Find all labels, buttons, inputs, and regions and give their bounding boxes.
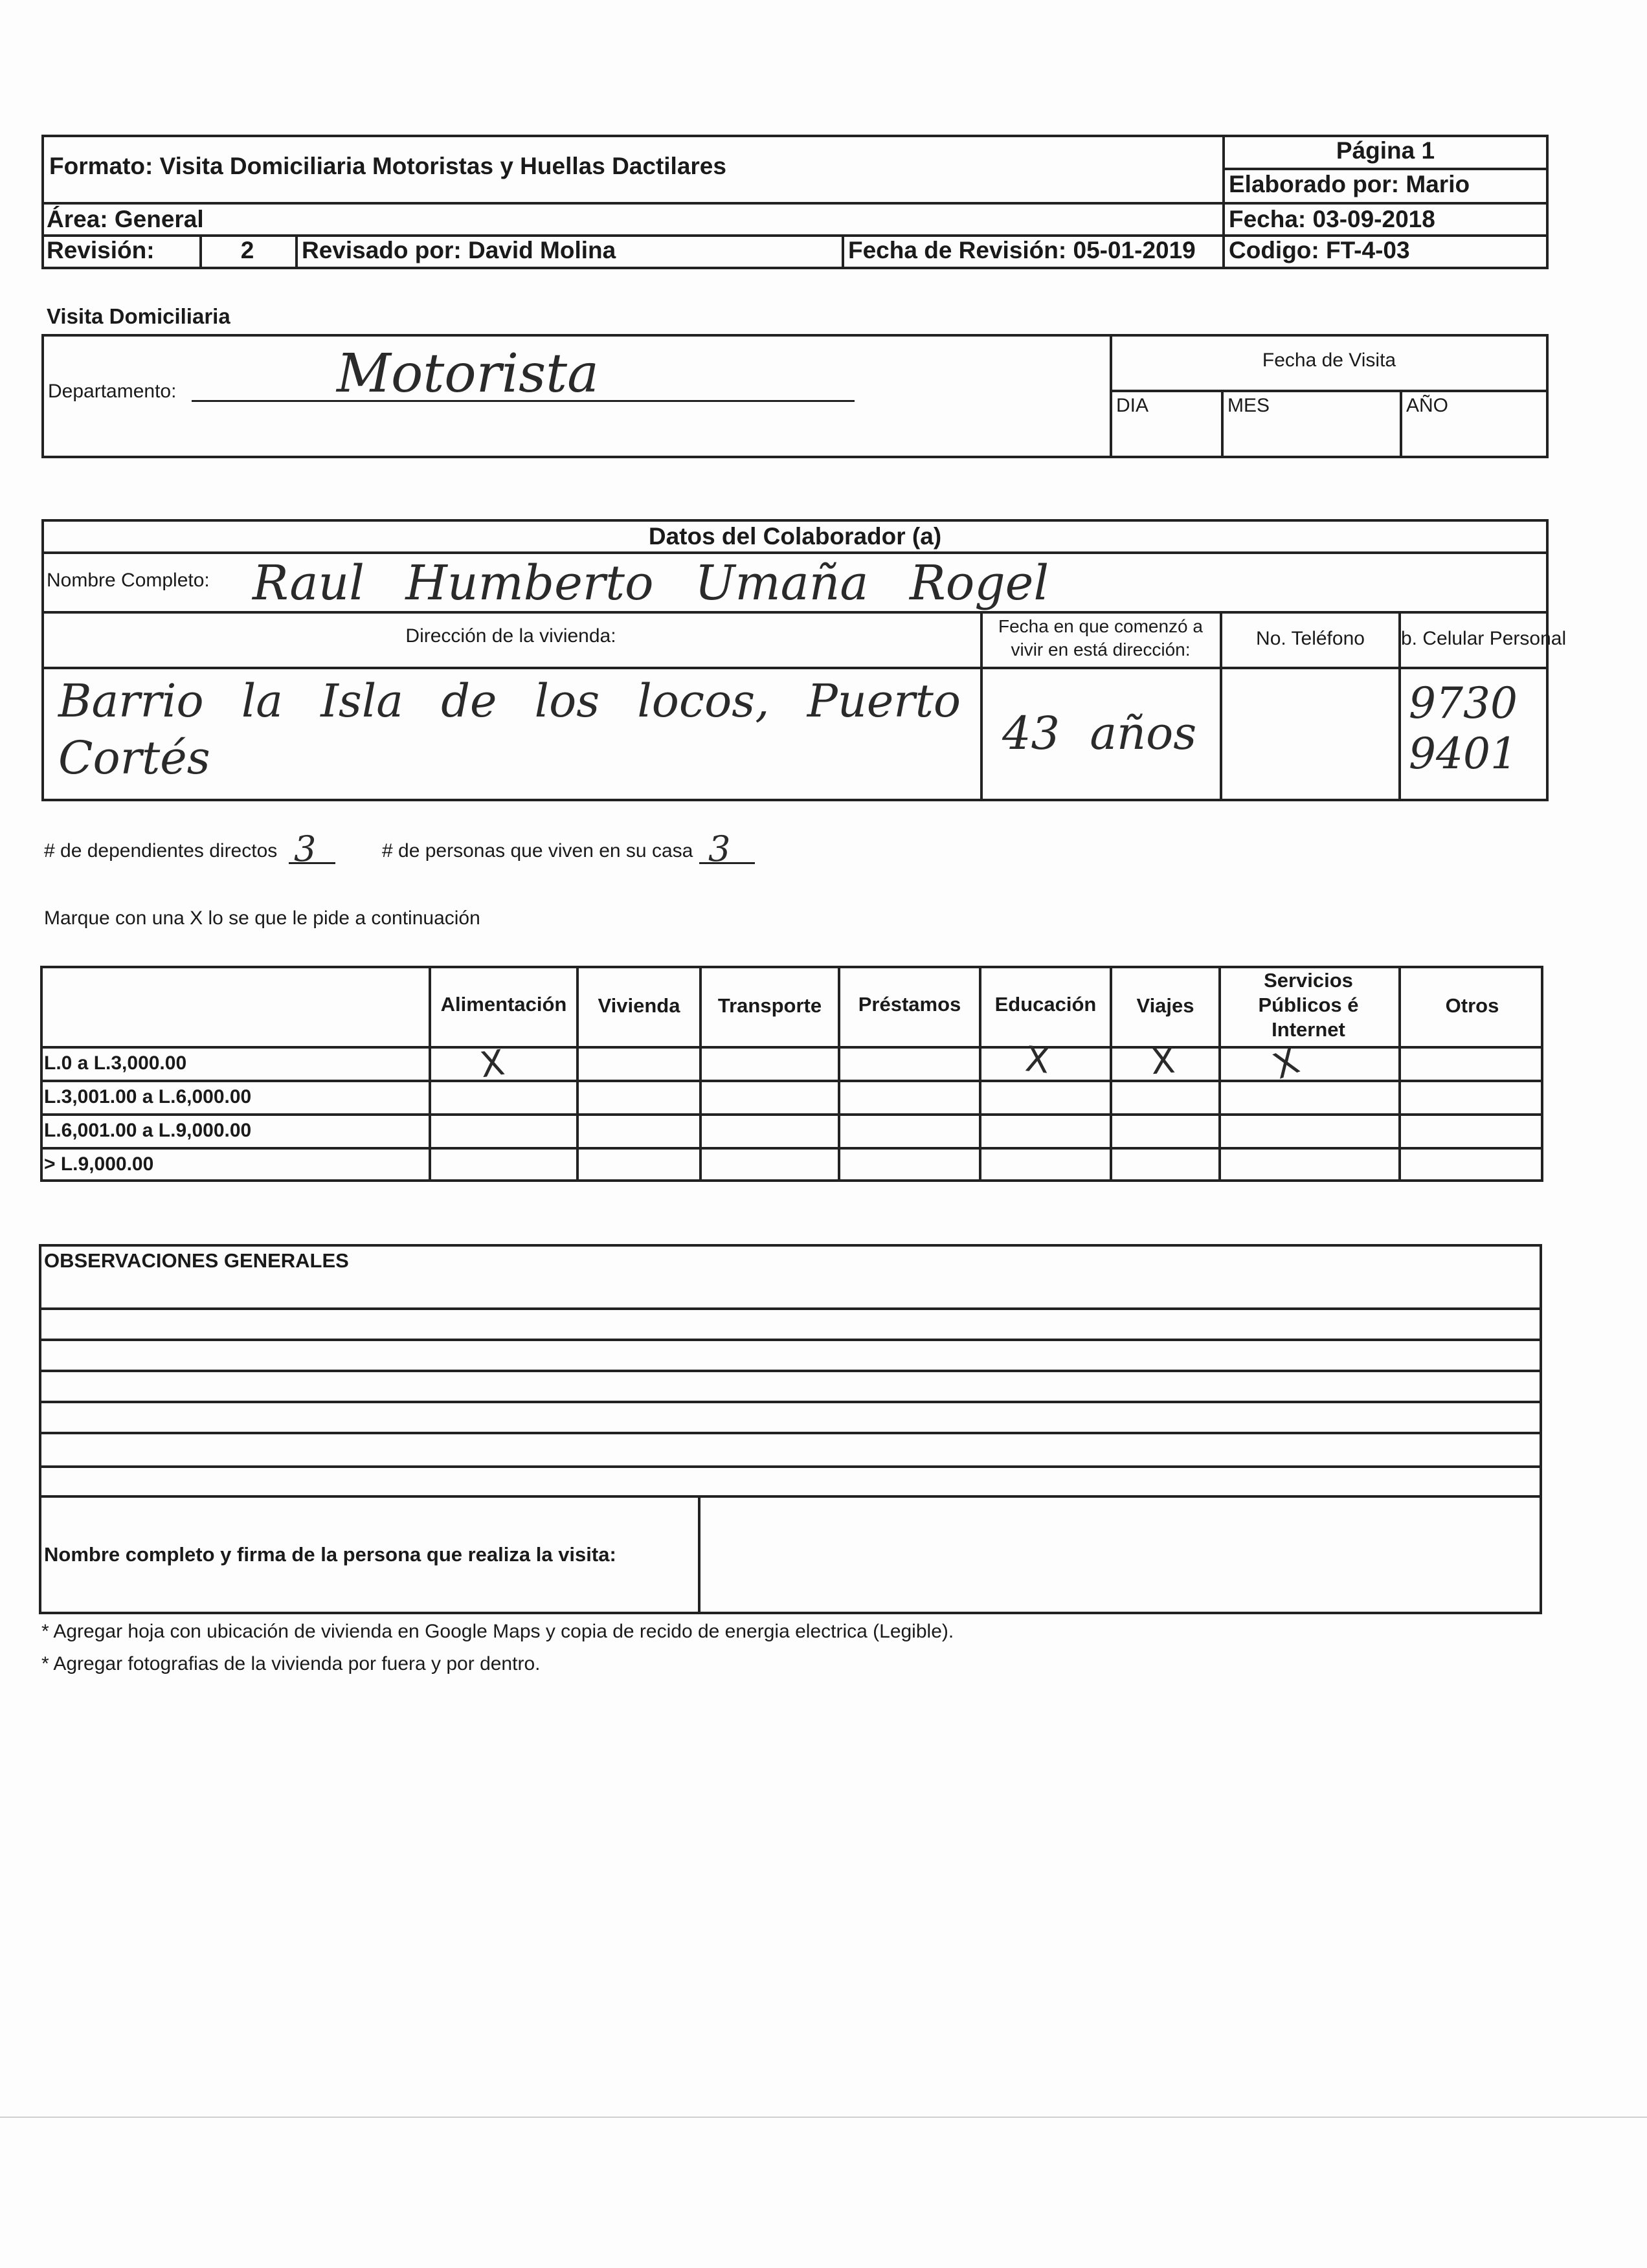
header-date: Fecha: 03-09-2018 xyxy=(1229,206,1435,232)
full-name-value: Raul Humberto Umaña Rogel xyxy=(252,555,1049,611)
col-servicios: Servicios Públicos é Internet xyxy=(1258,969,1359,1041)
col-educacion: Educación xyxy=(994,993,1097,1016)
cell-label: b. Celular Personal xyxy=(1401,628,1567,649)
col-otros: Otros xyxy=(1445,994,1499,1017)
mark-servicios-row1: X xyxy=(1268,1040,1305,1087)
instruction-text: Marque con una X lo se que le pide a continuación xyxy=(44,907,480,929)
revision-date: Fecha de Revisión: 05-01-2019 xyxy=(848,237,1196,263)
month-label: MES xyxy=(1227,395,1270,416)
col-alimentacion: Alimentación xyxy=(440,993,567,1016)
signature-label: Nombre completo y firma de la persona que realiza la visita: xyxy=(44,1543,616,1566)
mark-viajes-row1: X xyxy=(1149,1040,1177,1083)
col-viajes: Viajes xyxy=(1136,994,1194,1017)
cell-value-line-1: 9730 xyxy=(1409,678,1518,728)
full-name-label: Nombre Completo: xyxy=(47,570,210,591)
revision-number: 2 xyxy=(240,237,254,263)
observations-title: OBSERVACIONES GENERALES xyxy=(44,1249,349,1272)
visit-date-label: Fecha de Visita xyxy=(1262,350,1396,371)
mark-educacion-row1: X xyxy=(1023,1038,1052,1082)
address-label: Dirección de la vivienda: xyxy=(405,625,616,647)
col-prestamos: Préstamos xyxy=(858,993,961,1016)
people-value: 3 xyxy=(708,828,731,869)
people-label: # de personas que viven en su casa xyxy=(382,840,693,862)
document-code: Codigo: FT-4-03 xyxy=(1229,237,1410,263)
row-range-1: L.0 a L.3,000.00 xyxy=(44,1052,187,1074)
cell-label-clip xyxy=(1401,611,1567,667)
row-range-3: L.6,001.00 a L.9,000.00 xyxy=(44,1120,252,1141)
day-label: DIA xyxy=(1116,395,1149,416)
note-1: * Agregar hoja con ubicación de vivienda en Google Maps y copia de recido de energia electrica (Legible). xyxy=(41,1621,954,1642)
collaborator-section-title: Datos del Colaborador (a) xyxy=(648,523,942,550)
department-label: Departamento: xyxy=(48,381,177,402)
scan-edge xyxy=(0,2117,1647,2118)
note-2: * Agregar fotografias de la vivienda por fuera y por dentro. xyxy=(41,1653,541,1674)
dependents-label: # de dependientes directos xyxy=(44,840,278,862)
dependents-value: 3 xyxy=(294,828,317,869)
col-vivienda: Vivienda xyxy=(598,994,680,1017)
format-title: Formato: Visita Domiciliaria Motoristas y Huellas Dactilares xyxy=(49,153,726,179)
address-line-1: Barrio la Isla de los locos, Puerto xyxy=(58,674,961,728)
area: Área: General xyxy=(47,206,204,232)
address-line-2: Cortés xyxy=(58,731,210,784)
year-label: AÑO xyxy=(1406,395,1449,416)
col-transporte: Transporte xyxy=(717,994,822,1017)
revision-label: Revisión: xyxy=(47,237,155,263)
visit-section-title: Visita Domiciliaria xyxy=(47,304,230,328)
page-number: Página 1 xyxy=(1336,137,1435,164)
since-label: Fecha en que comenzó a vivir en está dirección: xyxy=(998,616,1203,660)
cell-value-line-2: 9401 xyxy=(1409,729,1518,779)
reviewed-by: Revisado por: David Molina xyxy=(302,237,616,263)
row-range-2: L.3,001.00 a L.6,000.00 xyxy=(44,1086,252,1107)
row-range-4: > L.9,000.00 xyxy=(44,1153,154,1175)
prepared-by: Elaborado por: Mario xyxy=(1229,171,1470,197)
phone-label: No. Teléfono xyxy=(1256,628,1365,649)
mark-alimentacion-row1: X xyxy=(477,1041,508,1086)
since-value: 43 años xyxy=(1002,707,1197,760)
department-value: Motorista xyxy=(337,343,599,405)
